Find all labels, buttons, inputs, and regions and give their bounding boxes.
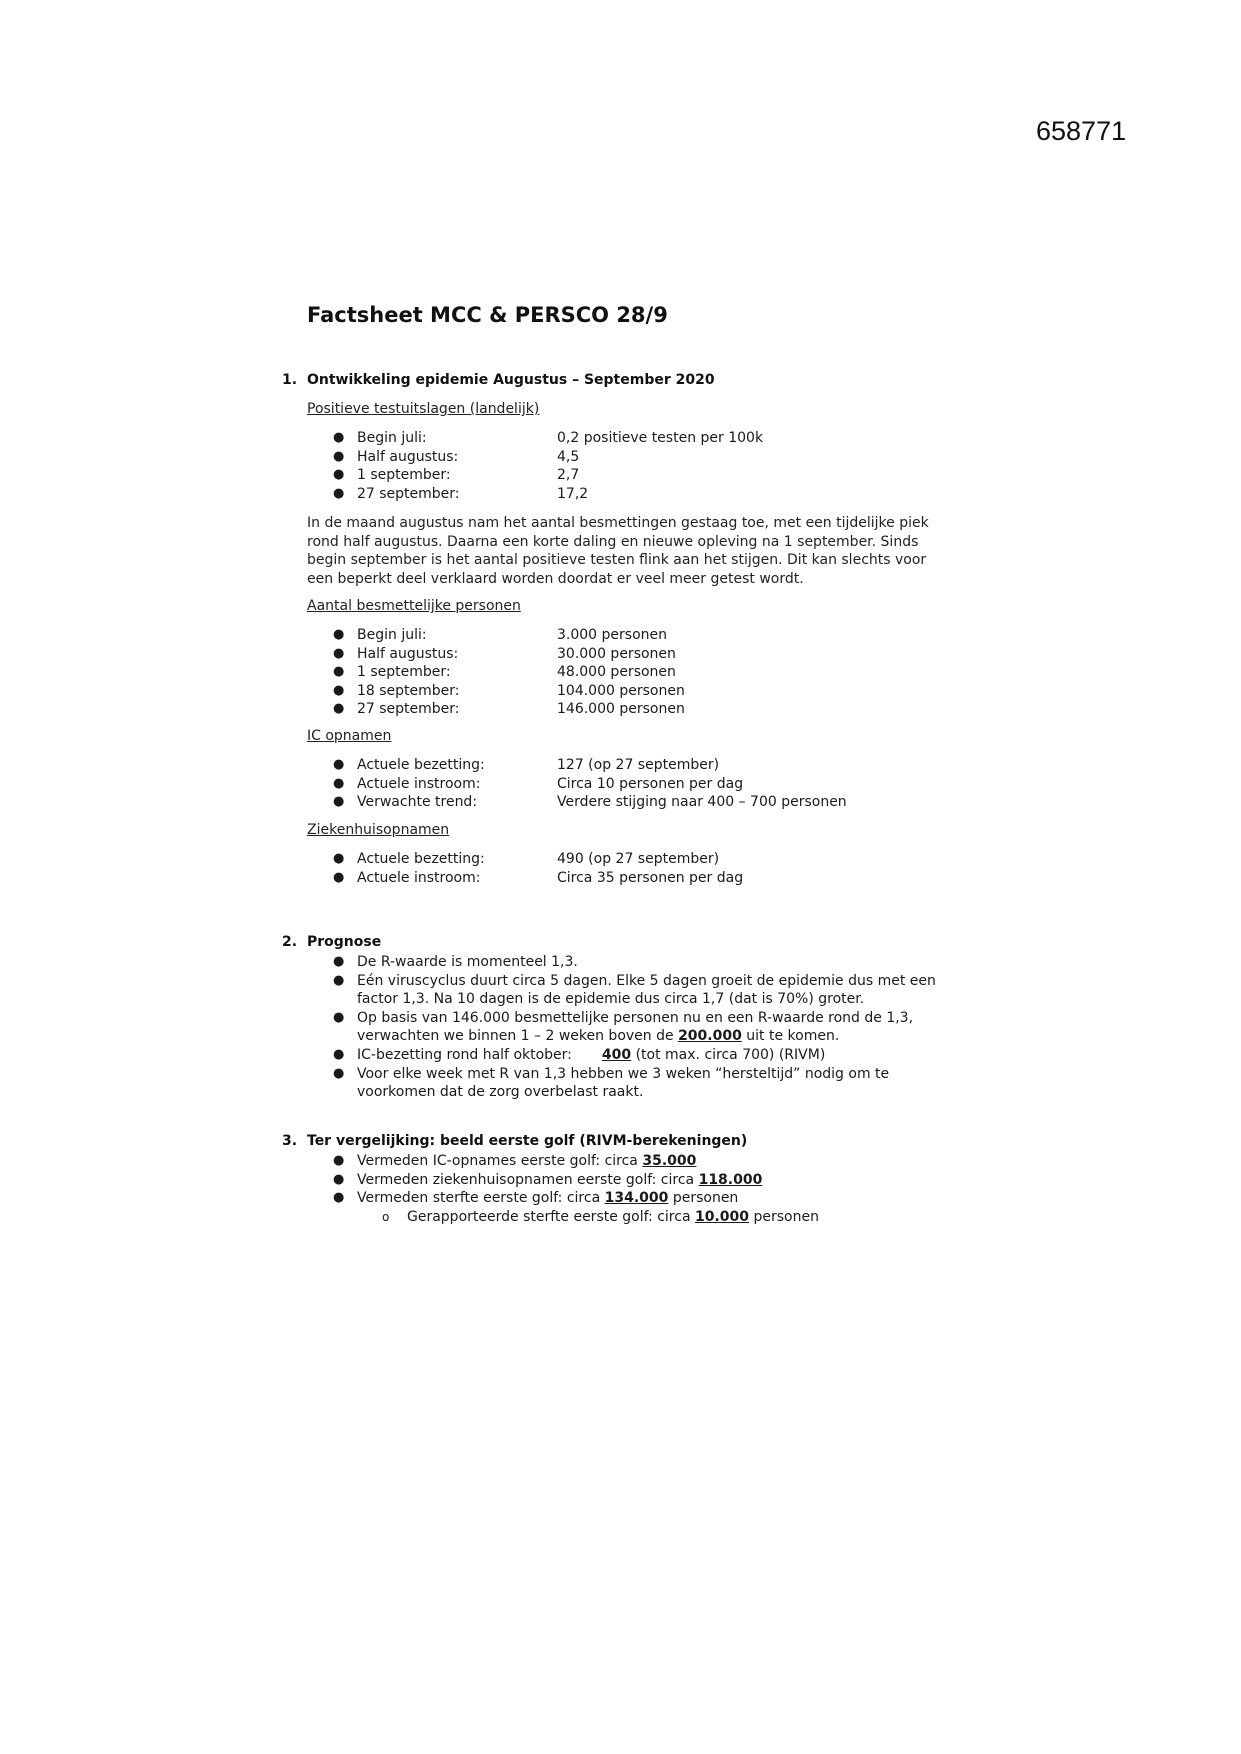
list-item: ● IC-bezetting rond half oktober: 400 (tot max. circa 700) (RIVM) bbox=[333, 1046, 826, 1063]
list-item: ● Vermeden IC-opnames eerste golf: circa 35.000 bbox=[333, 1153, 697, 1169]
bullet-icon: ● bbox=[333, 954, 345, 969]
bullet-icon: ● bbox=[333, 701, 345, 717]
bullet-icon: ● bbox=[333, 1065, 345, 1081]
eerste-golf-list bbox=[0, 1152, 967, 1226]
highlight-value: 35.000 bbox=[642, 1153, 697, 1169]
bullet-icon: ● bbox=[333, 645, 345, 661]
bullet-icon: ● bbox=[333, 775, 345, 791]
bullet-icon: ● bbox=[333, 1009, 345, 1025]
section-1-heading bbox=[282, 372, 715, 388]
section-2-number: 2. bbox=[282, 934, 298, 950]
highlight-value: 134.000 bbox=[604, 1190, 669, 1207]
bullet-icon: ● bbox=[333, 1171, 345, 1187]
section-3-number: 3. bbox=[282, 1133, 298, 1149]
highlight-value: 200.000 bbox=[678, 1028, 742, 1045]
page-title: Factsheet MCC & PERSCO 28/9 bbox=[307, 303, 668, 327]
list-item: ● Vermeden sterfte eerste golf: circa 134.000 personen bbox=[333, 1190, 739, 1207]
bullet-icon: ● bbox=[333, 430, 345, 445]
bullet-icon: ● bbox=[333, 448, 345, 464]
bullet-icon: ● bbox=[333, 1153, 345, 1168]
bullet-icon: ● bbox=[333, 1046, 345, 1062]
bullet-icon: ● bbox=[333, 1190, 345, 1206]
positieve-testen-paragraph: In de maand augustus nam het aantal besmettingen gestaag toe, met een tijdelijke piek rond half augustus. Daarna een korte daling en nieuwe opleving na 1 september. Sinds begin september is het aantal positieve testen flink aan het stijgen. Dit kan slechts voor een beperkt deel verklaard worden doordat er veel meer getest wordt. bbox=[307, 515, 929, 587]
prognose-list bbox=[0, 953, 937, 1102]
document-id: 658771 bbox=[1036, 116, 1127, 146]
bullet-icon: ● bbox=[333, 851, 345, 866]
bullet-icon: ● bbox=[333, 794, 345, 810]
bullet-icon: ● bbox=[333, 972, 345, 988]
besmettelijke-personen-heading: Aantal besmettelijke personen bbox=[307, 598, 521, 614]
section-2-title: Prognose bbox=[307, 934, 382, 950]
list-item: ● Eén viruscyclus duurt circa 5 dagen. Elke 5 dagen groeit de epidemie dus met een factor 1,3. Na 10 dagen is de epidemie dus circa 1,7 (dat is 70%) groter. bbox=[333, 972, 936, 1008]
ic-opnamen-heading: IC opnamen bbox=[307, 728, 392, 744]
list-item: ● Op basis van 146.000 besmettelijke personen nu en een R-waarde rond de 1,3, verwachten we binnen 1 – 2 weken boven de 200.000 uit te komen. bbox=[333, 1009, 914, 1045]
list-item: ● De R-waarde is momenteel 1,3. bbox=[333, 954, 578, 970]
section-3-title: Ter vergelijking: beeld eerste golf (RIVM-berekeningen) bbox=[307, 1133, 748, 1149]
circle-bullet-icon: o bbox=[382, 1209, 390, 1224]
highlight-value: 10.000 bbox=[694, 1208, 750, 1225]
section-1-number: 1. bbox=[282, 372, 298, 388]
bullet-icon: ● bbox=[333, 682, 345, 698]
highlight-value: 400 bbox=[601, 1046, 632, 1063]
positieve-testen-heading: Positieve testuitslagen (landelijk) bbox=[307, 401, 540, 417]
bullet-icon: ● bbox=[333, 467, 345, 483]
list-item: ● Vermeden ziekenhuisopnamen eerste golf: circa 118.000 bbox=[333, 1171, 763, 1188]
section-2-heading bbox=[282, 934, 381, 950]
ziekenhuisopnamen-heading: Ziekenhuisopnamen bbox=[307, 822, 450, 838]
section-1-title: Ontwikkeling epidemie Augustus – September 2020 bbox=[307, 372, 715, 388]
section-3-heading bbox=[282, 1133, 747, 1149]
bullet-icon: ● bbox=[333, 627, 345, 642]
bullet-icon: ● bbox=[333, 757, 345, 772]
list-item: ● Voor elke week met R van 1,3 hebben we 3 weken “hersteltijd” nodig om te voorkomen dat de zorg overbelast raakt. bbox=[333, 1065, 890, 1101]
bullet-icon: ● bbox=[333, 664, 345, 680]
sub-list-item: o Gerapporteerde sterfte eerste golf: circa 10.000 personen bbox=[382, 1208, 819, 1225]
highlight-value: 118.000 bbox=[698, 1171, 763, 1188]
bullet-icon: ● bbox=[333, 869, 345, 885]
bullet-icon: ● bbox=[333, 485, 345, 501]
